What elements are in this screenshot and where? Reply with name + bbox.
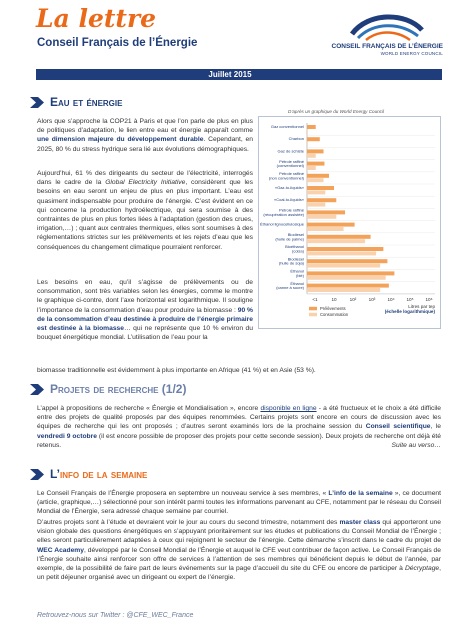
chart-frame — [258, 116, 441, 329]
chart-tick-label: <1 — [312, 296, 318, 302]
section-heading-projets: Projets de recherche (1/2) — [30, 382, 186, 396]
chart-bar — [307, 210, 345, 214]
chart-bar — [307, 149, 324, 153]
chart-bar — [307, 223, 355, 227]
chart-category-label: Biodiesel — [287, 256, 304, 262]
chart-bar — [307, 154, 316, 158]
chart-bar — [307, 137, 320, 141]
chart-category-label: (blé) — [295, 272, 304, 278]
chart-bar — [307, 166, 316, 170]
chart-bar — [307, 186, 334, 190]
chart-bar — [307, 142, 308, 146]
chart-category-label: Gaz conventionnel — [270, 124, 304, 129]
paragraph: D’autres projets sont à l’étude et devraient voir le jour au cours du second trimestre, notamment des master class qui apporteront une vision globale des questions énergétiques en s’appuyant prioritairement sur les études et publications du Conseil Mondial de l’Énergie ; elles seront particulièrement adaptées à ceux qui rejoignent le secteur de l’énergie. Cette démarche s’inscrit dans le cadre du projet de WEC Academy, développé par le Conseil Mondial de l’Énergie et auquel le CFE veut contribuer de façon active. Le Conseil Français de l’Énergie souhaite ainsi renforcer son offre de services à l’attention de ses membres qui bénéficient depuis le début de l’année, par exemple, de la possibilité de faire part de leurs événements sur la page d’accueil du site du CFE ou encore de participer à Décryptage, un petit déjeuner organisé avec un dirigeant ou expert de l’énergie. — [37, 519, 441, 582]
chart-tick-label: 10² — [349, 296, 357, 302]
paragraph: Aujourd’hui, 61 % des dirigeants du secteur de l’électricité, interrogés dans le cadre de la Global Electricity Initiative, considèrent que les besoins en eau seront un enjeu de plus en plus important. L’eau est quasiment indispensable pour produire de l’énergie. C’est évident en ce qui concerne la production hydroélectrique, qui sera soumise à des contraintes de plus en plus fortes liées à l’adaptation (gestion des crues, irrigation,…) ; quant aux centrales thermiques, elles sont soumises à des réglementations strictes sur les prélèvements et les rejets d’eau que les conséquences du changement climatique pourraient renforcer. — [37, 170, 253, 251]
chart-bar — [307, 276, 386, 280]
chart-bar — [307, 227, 344, 231]
chart-category-label: Bioéthanol — [285, 244, 304, 250]
chart-tick-label: 10 — [331, 296, 337, 302]
chart-bar — [307, 259, 387, 263]
chart-legend-label: Consommation — [320, 312, 349, 318]
chart-bar — [307, 178, 324, 182]
water-energy-chart — [259, 117, 440, 328]
chart-legend-swatch — [309, 313, 317, 317]
chart-bar — [307, 288, 380, 292]
chart-tick-label: 10⁴ — [387, 296, 395, 302]
chart-bar — [307, 203, 325, 207]
chart-bar — [307, 174, 329, 178]
chevron-right-icon — [30, 97, 44, 108]
chart-bar — [307, 251, 376, 255]
chart-category-label: (canne à sucre) — [276, 285, 304, 291]
paragraph: Le Conseil Français de l’Énergie proposera en septembre un nouveau service à ses membres, « L’info de la semaine », ce document (article, graphique,…) sélectionné pour son intérêt parmi toutes les informations parvenant au CFE, notamment par le réseau du Conseil Mondial de l’Énergie, sera adressé chaque semaine par courriel. — [37, 490, 442, 516]
chart-tick-label: 10³ — [368, 296, 376, 302]
chart-category-label: (colza) — [291, 248, 304, 254]
chart-category-label: (huile de palme) — [275, 236, 304, 242]
chart-bar — [307, 125, 316, 129]
chart-category-label: «Gaz-to-liquids» — [274, 185, 304, 190]
chart-category-label: Éthanol lignocellulosique — [259, 221, 304, 227]
chart-category-label: Pétrole raffiné — [279, 158, 304, 164]
continue-link[interactable]: Suite au verso… — [391, 441, 441, 449]
section-heading-eau-energie: Eau et énergie — [30, 95, 122, 109]
chart-category-label: Pétrole raffiné — [279, 207, 304, 213]
chart-legend-label: Prélèvements — [320, 306, 346, 312]
chart-bar — [307, 239, 365, 243]
chart-category-label: «Coal-to-liquids» — [273, 197, 304, 203]
twitter-footer-link[interactable]: Retrouvez-nous sur Twitter : @CFE_WEC_France — [37, 612, 194, 619]
chart-bar — [307, 235, 371, 239]
newsletter-title: La lettre — [36, 4, 157, 33]
paragraph: L’appel à propositions de recherche « Énergie et Mondialisation », encore disponible en ligne - a été fructueux et le choix a été difficile entre des projets de qualité proposés par des équipes renommées. Certains projets sont encore en cours de discussion avec les équipes de recherche qui les ont proposés ; d’autres seront examinés lors de la prochaine session du Conseil scientifique, le vendredi 9 octobre (il est encore possible de proposer des projets pour cette seconde session). Deux projets de recherche ont déjà été retenus. Suite au verso… — [37, 405, 442, 449]
research-call-link[interactable]: disponible en ligne — [260, 405, 317, 412]
chart-bar — [307, 129, 308, 133]
chart-category-label: Pétrole raffiné — [279, 171, 304, 176]
chart-category-label: (conventionnel) — [276, 163, 304, 169]
chart-category-label: Charbon — [288, 136, 304, 142]
chart-bar — [307, 198, 336, 202]
chart-axis-label: Litres par tep — [408, 303, 435, 309]
chart-category-label: Biodiesel — [287, 232, 304, 237]
chart-category-label: (huile de soja) — [278, 260, 304, 266]
chart-legend-swatch — [309, 307, 317, 311]
chart-bar — [307, 264, 380, 268]
chart-caption: D’après un graphique du World Energy Council — [288, 109, 385, 114]
newsletter-subtitle: Conseil Français de l’Énergie — [37, 37, 198, 49]
chart-category-label: (non conventionnel) — [268, 175, 304, 181]
chart-bar — [307, 271, 394, 275]
chart-tick-label: 10⁵ — [406, 296, 414, 302]
chart-tick-label: 10⁶ — [425, 296, 433, 302]
chart-bar — [307, 162, 324, 166]
logo-subtext: WORLD ENERGY COUNCIL — [380, 51, 443, 56]
chart-axis-label: (échelle logarithmique) — [384, 308, 435, 314]
chevron-right-icon — [30, 384, 44, 395]
chart-bar — [307, 215, 336, 219]
chart-bar — [307, 284, 389, 288]
chart-category-label: Éthanol — [290, 268, 304, 274]
section-heading-info-semaine: L’info de la semaine — [30, 467, 147, 481]
cfe-logo — [348, 8, 426, 42]
chart-category-label: (récupération assistée) — [263, 211, 304, 217]
chart-bar — [307, 190, 325, 194]
chevron-right-icon — [30, 469, 44, 480]
logo-text: CONSEIL FRANÇAIS DE L’ÉNERGIE — [331, 43, 443, 50]
chart-bar — [307, 247, 383, 251]
chart-category-label: Gaz de schiste — [277, 148, 304, 154]
chart-category-label: Éthanol — [290, 280, 304, 286]
issue-date: Juillet 2015 — [208, 70, 252, 79]
paragraph: biomasse traditionnelle est évidemment à plus importante en Afrique (41 %) et en Asie (53 %). — [37, 367, 316, 374]
paragraph: Les besoins en eau, qu’il s’agisse de prélèvements ou de consommation, sont très variables selon les énergies, comme le montre le graphique ci-contre, dont l’axe horizontal est logarithmique. Il souligne l’importance de la consommation d’eau pour produire la biomasse : 90 % de la consommation d’eau destinée à produire de l’énergie primaire est destinée à la biomasse… qui ne représente que 10 % environ du bouquet énergétique mondial. L’utilisation de l’eau pour la — [37, 279, 253, 342]
paragraph: Alors que s’approche la COP21 à Paris et que l’on parle de plus en plus de politiques d’adaptation, le lien entre eau et énergie apparaît comme une dimension majeure du développement durable. Cependant, en 2025, 80 % du stress hydrique sera lié aux évolutions démographiques. — [37, 118, 253, 153]
